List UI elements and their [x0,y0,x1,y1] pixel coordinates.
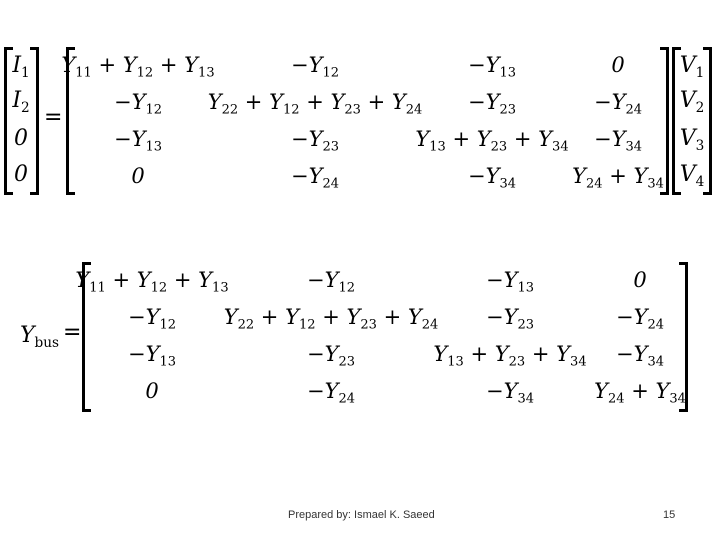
matrix-entry: $Y_{24} + Y_{34}$ [594,379,686,407]
matrix-entry: $-Y_{13}$ [485,268,535,296]
matrix-entry: $-Y_{13}$ [467,53,517,81]
matrix-entry: $-Y_{13}$ [113,127,163,155]
vector-entry: $V_4$ [679,162,705,190]
matrix-entry: $Y_{11} + Y_{12} + Y_{13}$ [61,53,215,81]
matrix-entry: $Y_{24} + Y_{34}$ [572,164,664,192]
matrix-entry: $Y_{13} + Y_{23} + Y_{34}$ [415,127,569,155]
matrix-entry: $Y_{22} + Y_{12} + Y_{23} + Y_{24}$ [223,305,439,333]
matrix-entry: $-Y_{12}$ [306,268,356,296]
matrix-entry: 0 [633,268,647,292]
matrix-entry: $-Y_{34}$ [467,164,517,192]
matrix-entry: 0 [145,379,159,403]
vector-entry: 0 [14,162,28,187]
matrix-entry: $-Y_{12}$ [127,305,177,333]
matrix-entry: $Y_{13} + Y_{23} + Y_{34}$ [433,342,587,370]
matrix-entry: 0 [131,164,145,188]
vector-entry: $V_3$ [679,126,705,154]
equals-sign: = [63,320,82,345]
matrix-entry: $-Y_{24}$ [306,379,356,407]
matrix-entry: $-Y_{23}$ [290,127,340,155]
vector-entry: $I_1$ [12,53,30,81]
matrix-entry: $-Y_{23}$ [485,305,535,333]
matrix-entry: $-Y_{24}$ [593,90,643,118]
matrix-entry: 0 [611,53,625,77]
vector-entry: $V_1$ [679,53,705,81]
vector-entry: $I_2$ [12,88,30,116]
right-bracket [703,47,712,195]
vector-entry: $V_2$ [679,88,705,116]
matrix-entry: $-Y_{23}$ [467,90,517,118]
matrix-entry: $-Y_{24}$ [615,305,665,333]
vector-entry: 0 [14,126,28,151]
matrix-entry: $Y_{11} + Y_{12} + Y_{13}$ [75,268,229,296]
matrix-entry: $Y_{22} + Y_{12} + Y_{23} + Y_{24}$ [207,90,423,118]
right-bracket [30,47,39,195]
page-number: 15 [663,509,676,521]
matrix-entry: $-Y_{34}$ [485,379,535,407]
matrix-entry: $-Y_{12}$ [290,53,340,81]
matrix-entry: $-Y_{23}$ [306,342,356,370]
matrix-entry: $-Y_{13}$ [127,342,177,370]
matrix-entry: $-Y_{34}$ [593,127,643,155]
matrix-entry: $-Y_{24}$ [290,164,340,192]
matrix-entry: $-Y_{12}$ [113,90,163,118]
ybus-label: $Y_{bus}$ [20,323,60,351]
matrix-entry: $-Y_{34}$ [615,342,665,370]
footer-author: Prepared by: Ismael K. Saeed [288,509,435,521]
equals-sign: = [44,105,63,130]
